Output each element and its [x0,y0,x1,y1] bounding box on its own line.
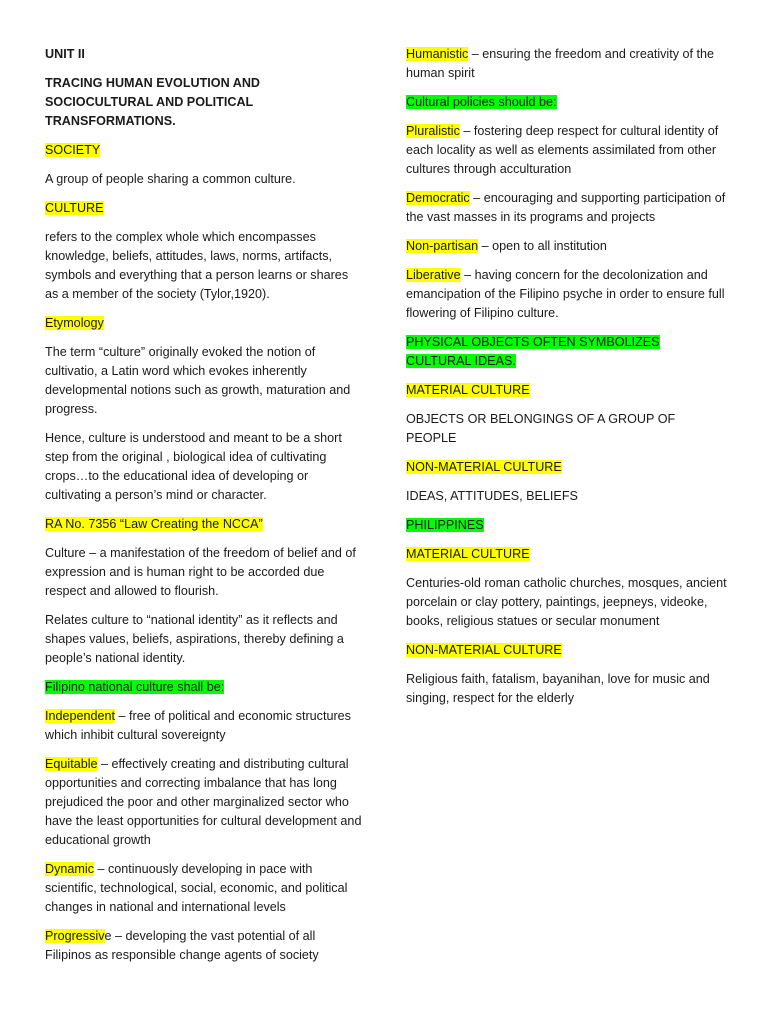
list-item-description: – ensuring the freedom and creativity of the human spirit [406,47,715,80]
list-item [406,237,728,256]
list-item-description: – fostering deep respect for cultural identity of each locality as well as elements assimilated from other cultures through acculturation [406,124,719,176]
culture-heading-text: CULTURE [45,201,104,215]
cultural-policies-heading-text: Cultural policies should be: [406,95,557,109]
cultural-policies-heading [406,93,728,112]
list-item-term: Humanistic [406,47,469,61]
list-item [45,860,363,917]
material-culture-heading [406,381,728,400]
ra-heading [45,515,363,534]
culture-heading [45,199,363,218]
list-item [406,266,728,323]
right-column [406,45,728,718]
list-item-term: Democratic [406,191,470,205]
non-material-culture-heading [406,458,728,477]
list-item-description: – continuously developing in pace with scientific, technological, social, economic, and political changes in national and international levels [45,862,348,914]
philippines-heading-text: PHILIPPINES [406,518,484,532]
list-item-description: – free of political and economic structures which inhibit cultural sovereignty [45,709,351,742]
relates-paragraph: Relates culture to “national identity” as it reflects and shapes values, beliefs, aspirations, thereby defining a people’s national identity. [45,613,344,665]
etymology-heading [45,314,363,333]
left-column [45,45,363,975]
physical-objects-heading-text: PHYSICAL OBJECTS OFTEN SYMBOLIZES CULTURAL IDEAS. [406,335,660,368]
ra-paragraph: Culture – a manifestation of the freedom of belief and of expression and is human right to be accorded due respect and allowed to flourish. [45,546,356,598]
material-culture-heading-text: MATERIAL CULTURE [406,383,530,397]
list-item [406,122,728,179]
ph-material-culture-heading-text: MATERIAL CULTURE [406,547,530,561]
filipino-culture-heading-text: Filipino national culture shall be: [45,680,225,694]
non-material-culture-heading-text: NON-MATERIAL CULTURE [406,460,562,474]
list-item-term: Dynamic [45,862,94,876]
philippines-heading [406,516,728,535]
list-item-term: Progressiv [45,929,105,943]
list-item [45,755,363,850]
etymology-paragraph: The term “culture” originally evoked the notion of cultivatio, a Latin word which evokes inherently developmental notions such as growth, maturation and progress. [45,345,351,416]
ph-non-material-culture-heading [406,641,728,660]
list-item-term: Liberative [406,268,461,282]
society-heading-text: SOCIETY [45,143,101,157]
list-item-description: – having concern for the decolonization and emancipation of the Filipino psyche in order to ensure full flowering of Filipino culture. [406,268,725,320]
filipino-culture-heading [45,678,363,697]
list-item-description: – open to all institution [478,239,607,253]
culture-definition: refers to the complex whole which encompasses knowledge, beliefs, attitudes, laws, norms, artifacts, symbols and everything that a person learns or shares as a member of the society (Tylor,1920). [45,230,349,301]
hence-paragraph: Hence, culture is understood and meant to be a short step from the original , biological idea of cultivating crops…to the educational idea of developing or cultivating a person’s mind or character. [45,431,342,502]
physical-objects-heading [406,333,728,371]
ph-material-culture-examples: Centuries-old roman catholic churches, mosques, ancient porcelain or clay pottery, paintings, jeepneys, videoke, books, religious statues or secular monument [406,576,727,628]
ph-material-culture-heading [406,545,728,564]
ph-non-material-culture-heading-text: NON-MATERIAL CULTURE [406,643,562,657]
list-item [406,45,728,83]
list-item-term: Equitable [45,757,98,771]
non-material-culture-definition: IDEAS, ATTITUDES, BELIEFS [406,489,578,503]
ph-non-material-culture-examples: Religious faith, fatalism, bayanihan, love for music and singing, respect for the elderly [406,672,710,705]
list-item [45,707,363,745]
material-culture-definition: OBJECTS OR BELONGINGS OF A GROUP OF PEOPLE [406,412,676,445]
document-title: TRACING HUMAN EVOLUTION AND SOCIOCULTURAL AND POLITICAL TRANSFORMATIONS. [45,76,261,128]
list-item-description: e – developing the vast potential of all Filipinos as responsible change agents of society [45,929,319,962]
list-item-term: Pluralistic [406,124,460,138]
list-item-description: – effectively creating and distributing cultural opportunities and correcting imbalance that has long prejudiced the poor and other marginalized sector who have the least opportunities for cultural development and educational growth [45,757,362,847]
list-item [45,927,363,965]
list-item [406,189,728,227]
ra-heading-text: RA No. 7356 “Law Creating the NCCA” [45,517,263,531]
etymology-heading-text: Etymology [45,316,104,330]
list-item-term: Independent [45,709,116,723]
society-heading [45,141,363,160]
unit-label: UNIT II [45,47,85,61]
society-definition: A group of people sharing a common culture. [45,172,296,186]
list-item-term: Non-partisan [406,239,479,253]
list-item-description: – encouraging and supporting participation of the vast masses in its programs and projects [406,191,726,224]
